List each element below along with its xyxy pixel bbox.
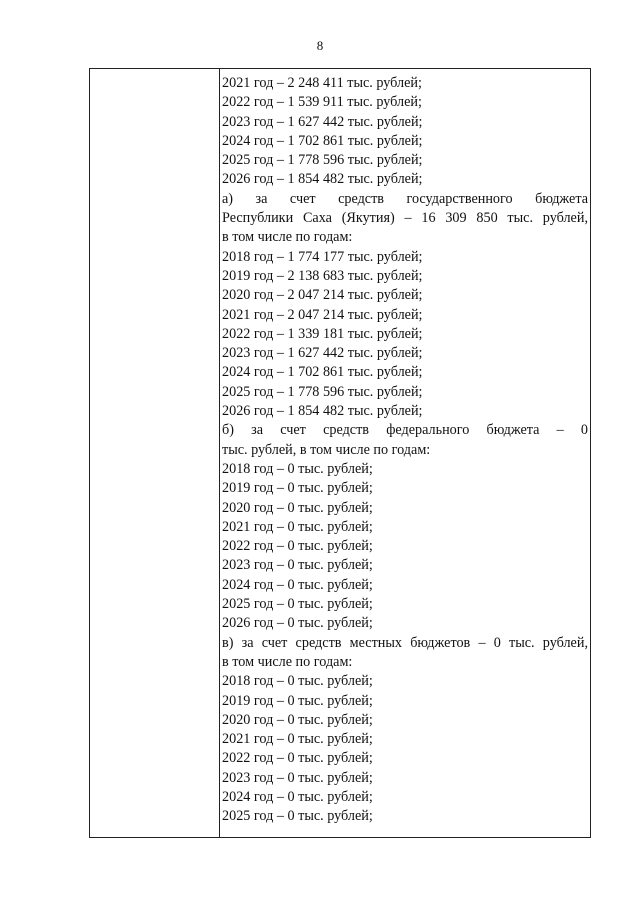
section-b-line-2023: 2023 год – 0 тыс. рублей;: [222, 557, 373, 574]
section-c-line-2024: 2024 год – 0 тыс. рублей;: [222, 788, 373, 805]
section-b-line-2025: 2025 год – 0 тыс. рублей;: [222, 596, 373, 613]
section-a-line-2025: 2025 год – 1 778 596 тыс. рублей;: [222, 383, 423, 400]
section-c-line-2019: 2019 год – 0 тыс. рублей;: [222, 692, 373, 709]
funding-line-total-2023: 2023 год – 1 627 442 тыс. рублей;: [222, 113, 423, 130]
section-a-line-2026: 2026 год – 1 854 482 тыс. рублей;: [222, 403, 423, 420]
funding-table: [89, 68, 591, 838]
section-a-line-2019: 2019 год – 2 138 683 тыс. рублей;: [222, 267, 423, 284]
section-c-line-2020: 2020 год – 0 тыс. рублей;: [222, 711, 373, 728]
section-a-heading: а) за счет средств государственного бюджета: [222, 190, 588, 207]
section-b-line-2024: 2024 год – 0 тыс. рублей;: [222, 576, 373, 593]
section-a-line-2022: 2022 год – 1 339 181 тыс. рублей;: [222, 325, 423, 342]
table-right-cell: [220, 69, 590, 837]
section-c-line-2022: 2022 год – 0 тыс. рублей;: [222, 750, 373, 767]
section-a-total: Республики Саха (Якутия) – 16 309 850 тыс. рублей,: [222, 210, 588, 227]
funding-line-total-2026: 2026 год – 1 854 482 тыс. рублей;: [222, 171, 423, 188]
section-b-line-2019: 2019 год – 0 тыс. рублей;: [222, 480, 373, 497]
section-c-line-2023: 2023 год – 0 тыс. рублей;: [222, 769, 373, 786]
section-a-line-2021: 2021 год – 2 047 214 тыс. рублей;: [222, 306, 423, 323]
section-a-by-years: в том числе по годам:: [222, 229, 353, 246]
section-b-by-years: тыс. рублей, в том числе по годам:: [222, 441, 431, 458]
section-a-line-2018: 2018 год – 1 774 177 тыс. рублей;: [222, 248, 423, 265]
section-c-line-2018: 2018 год – 0 тыс. рублей;: [222, 673, 373, 690]
section-b-line-2018: 2018 год – 0 тыс. рублей;: [222, 460, 373, 477]
section-b-line-2026: 2026 год – 0 тыс. рублей;: [222, 615, 373, 632]
funding-line-total-2024: 2024 год – 1 702 861 тыс. рублей;: [222, 132, 423, 149]
funding-line-total-2021: 2021 год – 2 248 411 тыс. рублей;: [222, 75, 422, 91]
table-left-cell: [90, 69, 220, 837]
section-c-heading: в) за счет средств местных бюджетов – 0 тыс. рублей,: [222, 634, 588, 651]
section-c-line-2025: 2025 год – 0 тыс. рублей;: [222, 808, 373, 825]
section-b-line-2021: 2021 год – 0 тыс. рублей;: [222, 518, 373, 535]
section-a-line-2020: 2020 год – 2 047 214 тыс. рублей;: [222, 287, 423, 304]
section-a-line-2023: 2023 год – 1 627 442 тыс. рублей;: [222, 345, 423, 362]
section-b-heading: б) за счет средств федерального бюджета – 0: [222, 422, 588, 439]
funding-line-total-2022: 2022 год – 1 539 911 тыс. рублей;: [222, 94, 422, 111]
page-number: 8: [316, 38, 324, 53]
section-b-line-2020: 2020 год – 0 тыс. рублей;: [222, 499, 373, 516]
section-c-by-years: в том числе по годам:: [222, 653, 353, 670]
funding-line-total-2025: 2025 год – 1 778 596 тыс. рублей;: [222, 152, 423, 169]
section-a-line-2024: 2024 год – 1 702 861 тыс. рублей;: [222, 364, 423, 381]
section-c-line-2021: 2021 год – 0 тыс. рублей;: [222, 731, 373, 748]
section-b-line-2022: 2022 год – 0 тыс. рублей;: [222, 538, 373, 555]
